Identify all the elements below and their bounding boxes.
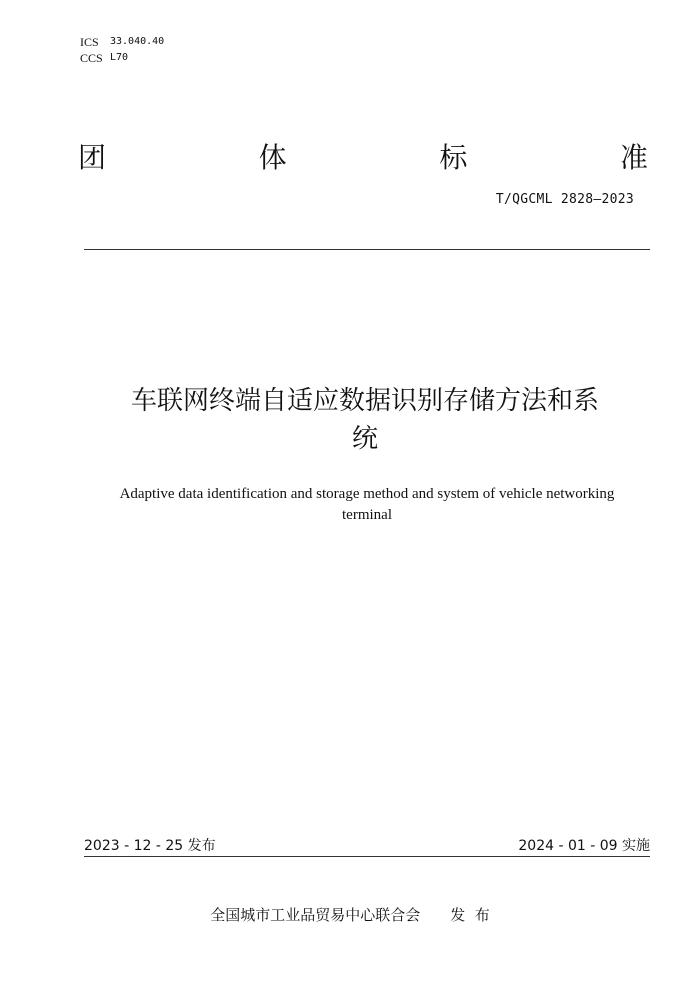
standard-type-char: 团 xyxy=(78,141,107,174)
chinese-title-line: 统 xyxy=(351,424,378,454)
publisher-name: 全国城市工业品贸易中心联合会 xyxy=(210,906,421,924)
english-title xyxy=(84,484,650,526)
publisher-action: 发 布 xyxy=(450,906,490,924)
bottom-divider xyxy=(84,856,650,857)
ccs-label: CCS xyxy=(80,51,103,65)
english-title-line: terminal xyxy=(342,507,392,523)
standard-type-heading xyxy=(78,136,648,176)
ccs-code: L70 xyxy=(110,52,129,63)
english-title-line: Adaptive data identification and storage method and system of vehicle networking xyxy=(119,486,615,502)
publisher-line xyxy=(0,904,700,925)
standard-type-char: 体 xyxy=(258,141,287,174)
standard-type-char: 标 xyxy=(439,141,468,174)
standard-number: T/QGCML 2828—2023 xyxy=(495,192,634,207)
classification-codes xyxy=(80,34,164,66)
implementation-date: 2024 - 01 - 09 实施 xyxy=(518,838,650,854)
ics-code: 33.040.40 xyxy=(110,36,165,47)
chinese-title-line: 车联网终端自适应数据识别存储方法和系 xyxy=(130,386,599,416)
standard-type-char: 准 xyxy=(619,141,648,174)
top-divider xyxy=(84,249,650,250)
chinese-title xyxy=(80,382,650,458)
issue-date: 2023 - 12 - 25 发布 xyxy=(84,838,216,854)
ccs-row xyxy=(80,50,164,66)
ics-label: ICS xyxy=(80,35,99,49)
ics-row xyxy=(80,34,164,50)
